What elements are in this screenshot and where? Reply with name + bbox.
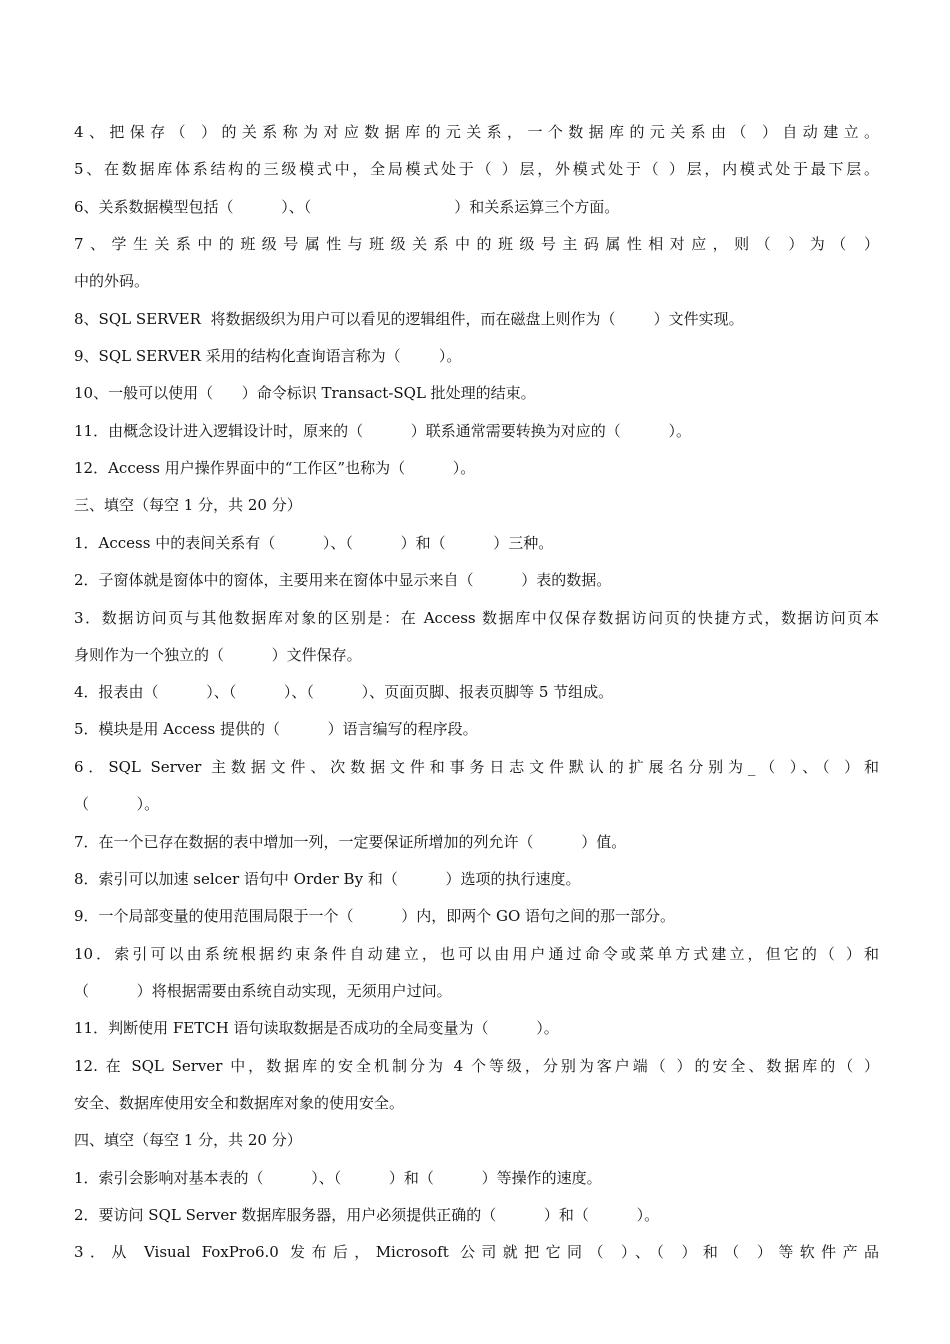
question-line: 1．Access 中的表间关系有（ ）、（ ）和（ ）三种。: [74, 534, 554, 552]
question-line: 中的外码。: [74, 272, 150, 290]
section-heading: 四、填空（每空 1 分，共 20 分）: [74, 1131, 302, 1149]
question-line: （ ）。: [74, 795, 160, 813]
question-line: 9．一个局部变量的使用范围局限于一个（ ）内，即两个 GO 语句之间的那一部分。: [74, 907, 676, 925]
question-line: 6．SQL Server 主数据文件、次数据文件和事务日志文件默认的扩展名分别为_（ ）、（ ）和: [74, 758, 879, 776]
question-line: 10．索引可以由系统根据约束条件自动建立，也可以由用户通过命令或菜单方式建立，但它的（ ）和: [74, 945, 879, 963]
question-line: 2．子窗体就是窗体中的窗体，主要用来在窗体中显示来自（ ）表的数据。: [74, 571, 612, 589]
question-line: （ ）将根据需要由系统自动实现，无须用户过问。: [74, 982, 452, 1000]
question-line: 1．索引会影响对基本表的（ ）、（ ）和（ ）等操作的速度。: [74, 1169, 602, 1187]
question-line: 5．模块是用 Access 提供的（ ）语言编写的程序段。: [74, 720, 478, 738]
question-line: 9、SQL SERVER 采用的结构化查询语言称为（ ）。: [74, 347, 462, 365]
question-line: 安全、数据库使用安全和数据库对象的使用安全。: [74, 1094, 405, 1112]
question-line: 8．索引可以加速 selcer 语句中 Order By 和（ ）选项的执行速度。: [74, 870, 581, 888]
question-line: 3．数据访问页与其他数据库对象的区别是：在 Access 数据库中仅保存数据访问页的快捷方式，数据访问页本: [74, 609, 879, 627]
question-line: 3．从 Visual FoxPro6.0 发布后，Microsoft 公司就把它同（ ）、（ ）和（ ）等软件产品: [74, 1243, 879, 1261]
question-line: 身则作为一个独立的（ ）文件保存。: [74, 646, 362, 664]
question-line: 8、SQL SERVER 将数据级织为用户可以看见的逻辑组件，而在磁盘上则作为（ ）文件实现。: [74, 310, 744, 328]
section-heading: 三、填空（每空 1 分，共 20 分）: [74, 496, 302, 514]
question-line: 12．Access 用户操作界面中的“工作区”也称为（ ）。: [74, 459, 476, 477]
question-line: 4．报表由（ ）、（ ）、（ ）、页面页脚、报表页脚等 5 节组成。: [74, 683, 614, 701]
question-line: 11．判断使用 FETCH 语句读取数据是否成功的全局变量为（ ）。: [74, 1019, 559, 1037]
question-line: 11．由概念设计进入逻辑设计时，原来的（ ）联系通常需要转换为对应的（ ）。: [74, 422, 691, 440]
question-line: 10、一般可以使用（ ）命令标识 Transact-SQL 批处理的结束。: [74, 384, 536, 402]
question-line: 6、关系数据模型包括（ ）、（ ）和关系运算三个方面。: [74, 198, 620, 216]
question-line: 7、学生关系中的班级号属性与班级关系中的班级号主码属性相对应，则（ ）为（ ）: [74, 235, 879, 253]
question-line: 12. 在 SQL Server 中，数据库的安全机制分为 4 个等级，分别为客户端（ ）的安全、数据库的（ ）: [74, 1057, 879, 1075]
question-line: 4、把保存（ ）的关系称为对应数据库的元关系，一个数据库的元关系由（ ）自动建立。: [74, 123, 879, 141]
question-line: 5、在数据库体系结构的三级模式中，全局模式处于（ ）层，外模式处于（ ）层，内模式处于最下层。: [74, 160, 879, 178]
question-line: 7．在一个已存在数据的表中增加一列，一定要保证所增加的列允许（ ）值。: [74, 833, 627, 851]
question-line: 2．要访问 SQL Server 数据库服务器，用户必须提供正确的（ ）和（ ）。: [74, 1206, 660, 1224]
